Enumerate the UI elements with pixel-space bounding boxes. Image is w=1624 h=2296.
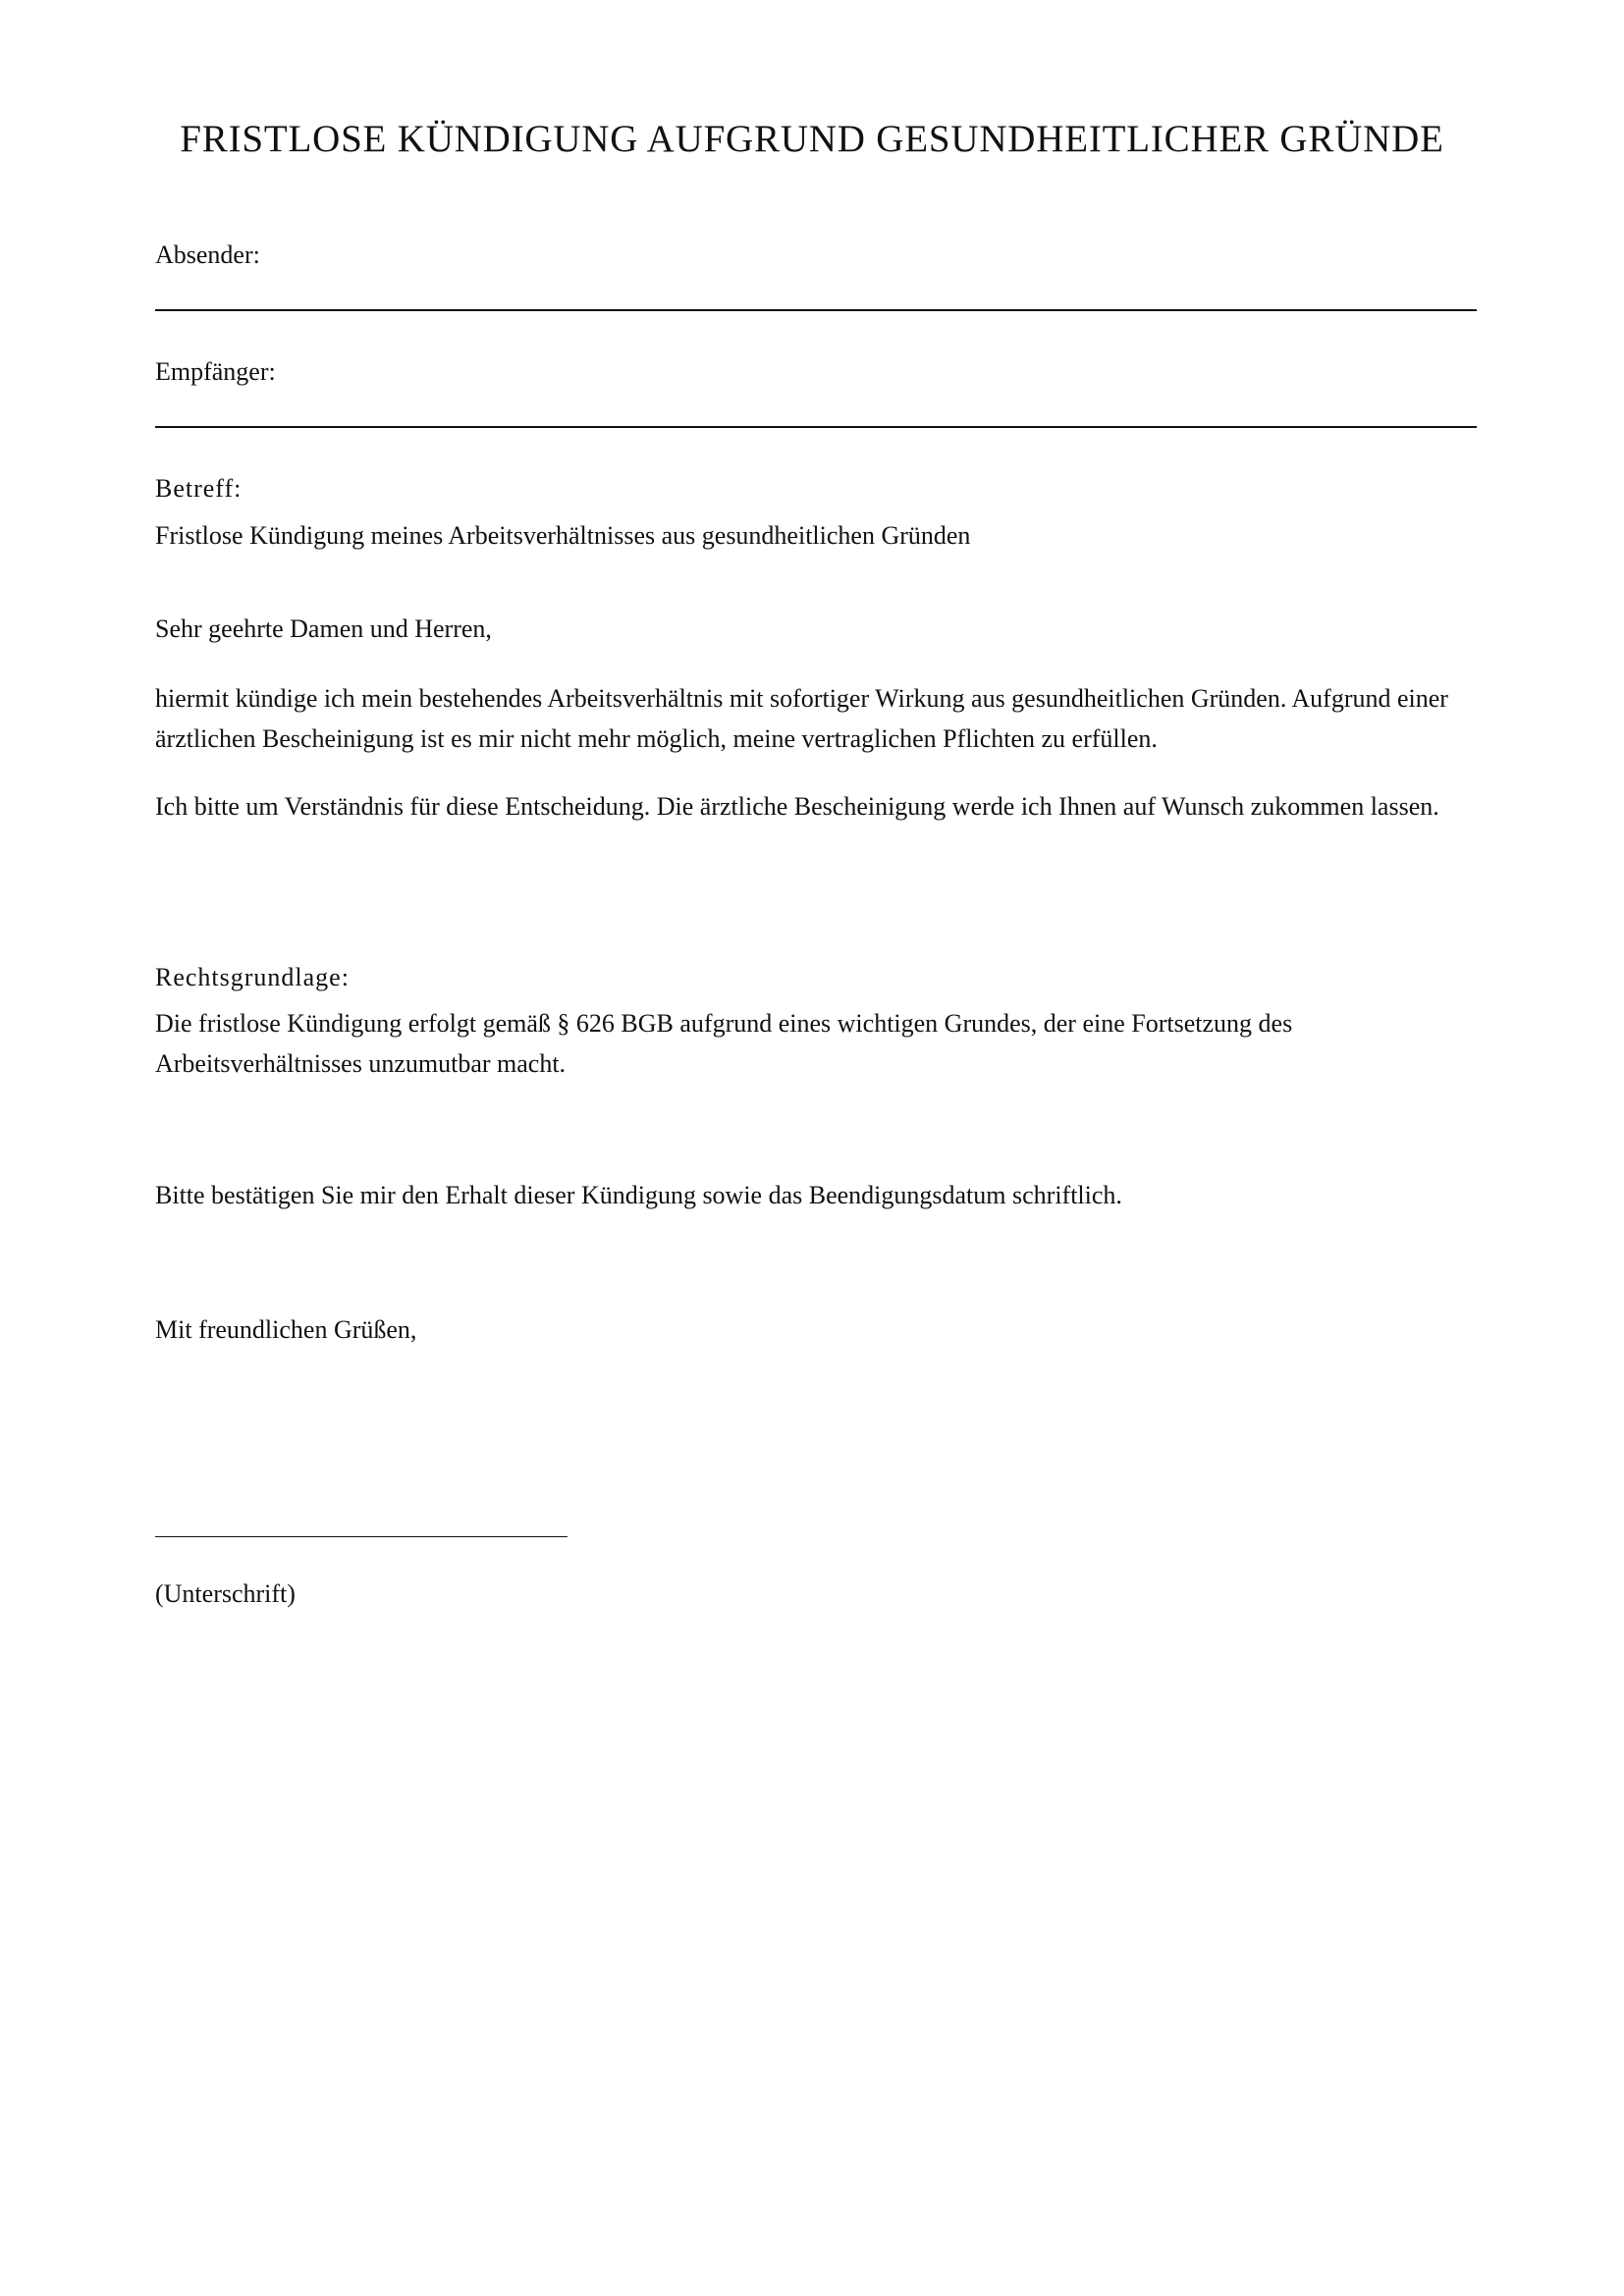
- body-paragraph-1: hiermit kündige ich mein bestehendes Arbeitsverhältnis mit sofortiger Wirkung aus gesundheitlichen Gründen. Aufgrund einer ärztlichen Bescheinigung ist es mir nicht mehr möglich, meine vertraglichen Pflichten zu erfüllen.: [155, 684, 1448, 753]
- signature-caption: (Unterschrift): [155, 1579, 296, 1608]
- salutation: Sehr geehrte Damen und Herren,: [155, 614, 492, 643]
- subject-text: Fristlose Kündigung meines Arbeitsverhältnisses aus gesundheitlichen Gründen: [155, 521, 971, 550]
- subject-label: Betreff:: [155, 474, 243, 503]
- legal-basis-label: Rechtsgrundlage:: [155, 963, 350, 991]
- legal-basis-text: Die fristlose Kündigung erfolgt gemäß § 626 BGB aufgrund eines wichtigen Grundes, der eine Fortsetzung des Arbeitsverhältnisses unzumutbar macht.: [155, 1009, 1293, 1078]
- recipient-label: Empfänger:: [155, 357, 276, 386]
- sender-line: [155, 309, 1477, 311]
- signature-line: [155, 1536, 568, 1537]
- document-title: FRISTLOSE KÜNDIGUNG AUFGRUND GESUNDHEITLICHER GRÜNDE: [180, 118, 1444, 160]
- closing: Mit freundlichen Grüßen,: [155, 1315, 417, 1344]
- recipient-line: [155, 426, 1477, 428]
- sender-label: Absender:: [155, 240, 260, 269]
- confirmation-request: Bitte bestätigen Sie mir den Erhalt dieser Kündigung sowie das Beendigungsdatum schriftlich.: [155, 1181, 1122, 1209]
- body-paragraph-2: Ich bitte um Verständnis für diese Entscheidung. Die ärztliche Bescheinigung werde ich Ihnen auf Wunsch zukommen lassen.: [155, 792, 1439, 821]
